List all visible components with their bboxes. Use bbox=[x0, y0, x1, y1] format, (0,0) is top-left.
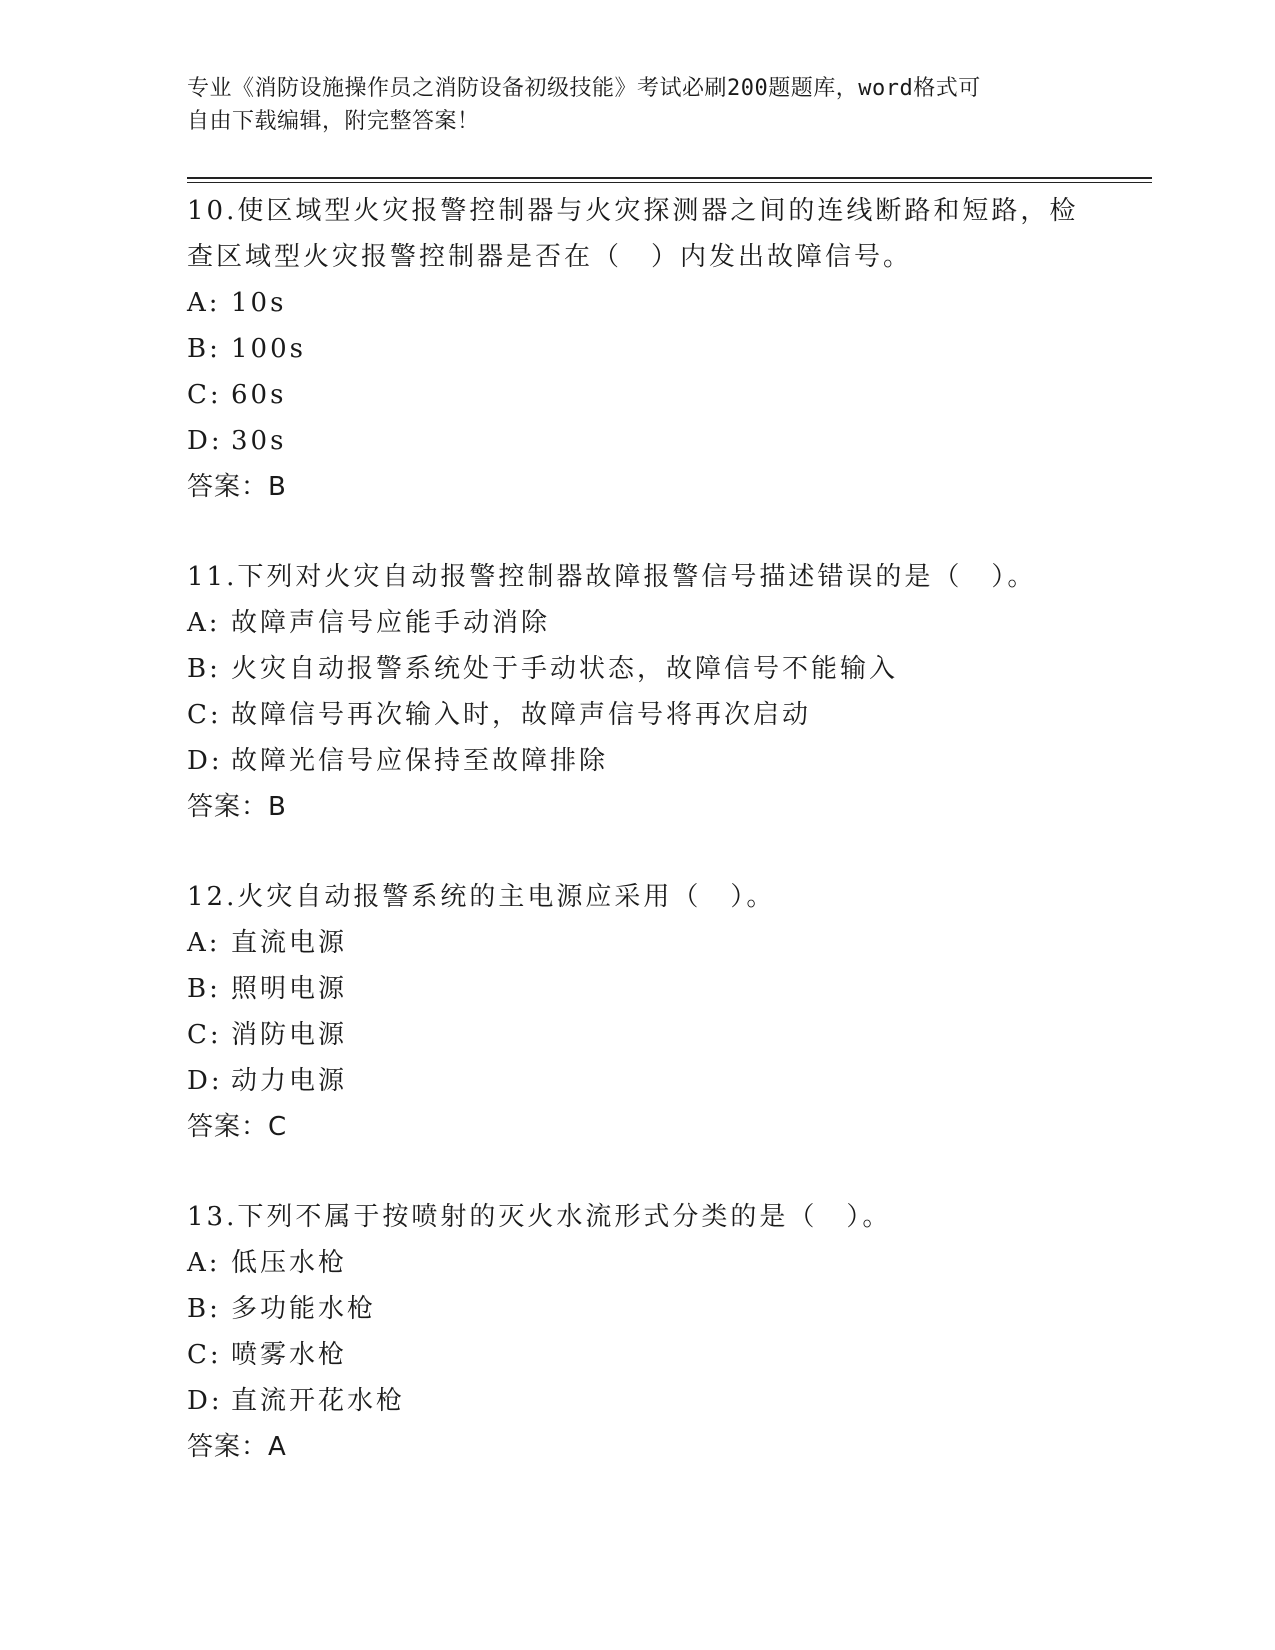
option-key: B: bbox=[187, 334, 221, 364]
option-text: 故障光信号应保持至故障排除 bbox=[231, 746, 609, 776]
answer: 答案：B bbox=[187, 792, 287, 822]
option-b bbox=[187, 1286, 1087, 1332]
option-text: 直流开花水枪 bbox=[231, 1386, 406, 1416]
answer: 答案：C bbox=[187, 1112, 288, 1142]
option-key: C: bbox=[187, 1340, 222, 1370]
header-line-2: 自由下载编辑，附完整答案！ bbox=[187, 109, 480, 134]
question-list bbox=[187, 188, 1087, 1470]
option-text: 100s bbox=[231, 334, 306, 364]
option-b bbox=[187, 646, 1087, 692]
option-text: 照明电源 bbox=[231, 974, 348, 1004]
option-key: C: bbox=[187, 1020, 222, 1050]
question-stem-line: 10.使区域型火灾报警控制器与火灾探测器之间的连线断路和短路，检 bbox=[187, 196, 1079, 226]
answer: 答案：B bbox=[187, 472, 287, 502]
header-line-1: 专业《消防设施操作员之消防设备初级技能》考试必刷200题题库，word格式可 bbox=[187, 76, 981, 101]
question-11 bbox=[187, 554, 1087, 830]
document-header bbox=[187, 72, 1067, 138]
option-text: 消防电源 bbox=[231, 1020, 348, 1050]
option-d bbox=[187, 738, 1087, 784]
option-key: B: bbox=[187, 974, 221, 1004]
option-text: 动力电源 bbox=[231, 1066, 348, 1096]
question-10 bbox=[187, 188, 1087, 510]
option-d bbox=[187, 418, 1087, 464]
option-text: 喷雾水枪 bbox=[231, 1340, 348, 1370]
option-a bbox=[187, 280, 1087, 326]
option-c bbox=[187, 1332, 1087, 1378]
option-key: A: bbox=[187, 288, 221, 318]
question-stem bbox=[187, 1194, 1087, 1240]
option-a bbox=[187, 1240, 1087, 1286]
option-text: 60s bbox=[231, 380, 287, 410]
question-stem bbox=[187, 874, 1087, 920]
question-stem-line: 12.火灾自动报警系统的主电源应采用（ ）。 bbox=[187, 882, 776, 912]
option-key: B: bbox=[187, 1294, 221, 1324]
question-stem-line: 11.下列对火灾自动报警控制器故障报警信号描述错误的是（ ）。 bbox=[187, 562, 1037, 592]
option-key: D: bbox=[187, 1386, 223, 1416]
option-text: 低压水枪 bbox=[231, 1248, 348, 1278]
option-text: 多功能水枪 bbox=[231, 1294, 377, 1324]
option-key: A: bbox=[187, 608, 221, 638]
option-c bbox=[187, 1012, 1087, 1058]
header-rule-thin bbox=[187, 182, 1152, 183]
option-key: A: bbox=[187, 1248, 221, 1278]
option-b bbox=[187, 326, 1087, 372]
option-text: 火灾自动报警系统处于手动状态，故障信号不能输入 bbox=[231, 654, 899, 684]
option-b bbox=[187, 966, 1087, 1012]
option-text: 10s bbox=[231, 288, 287, 318]
answer: 答案：A bbox=[187, 1432, 287, 1462]
question-stem-line: 查区域型火灾报警控制器是否在（ ）内发出故障信号。 bbox=[187, 242, 913, 272]
option-d bbox=[187, 1058, 1087, 1104]
option-text: 故障信号再次输入时，故障声信号将再次启动 bbox=[231, 700, 812, 730]
question-stem bbox=[187, 188, 1087, 280]
option-c bbox=[187, 692, 1087, 738]
option-text: 直流电源 bbox=[231, 928, 348, 958]
option-key: D: bbox=[187, 746, 223, 776]
option-key: C: bbox=[187, 700, 222, 730]
option-d bbox=[187, 1378, 1087, 1424]
header-rule-thick bbox=[187, 177, 1152, 179]
option-key: A: bbox=[187, 928, 221, 958]
option-key: D: bbox=[187, 426, 223, 456]
question-12 bbox=[187, 874, 1087, 1150]
option-a bbox=[187, 920, 1087, 966]
question-stem-line: 13.下列不属于按喷射的灭火水流形式分类的是（ ）。 bbox=[187, 1202, 892, 1232]
question-13 bbox=[187, 1194, 1087, 1470]
option-a bbox=[187, 600, 1087, 646]
question-stem bbox=[187, 554, 1087, 600]
option-key: C: bbox=[187, 380, 222, 410]
option-key: B: bbox=[187, 654, 221, 684]
option-text: 故障声信号应能手动消除 bbox=[231, 608, 551, 638]
option-key: D: bbox=[187, 1066, 223, 1096]
option-c bbox=[187, 372, 1087, 418]
option-text: 30s bbox=[231, 426, 287, 456]
